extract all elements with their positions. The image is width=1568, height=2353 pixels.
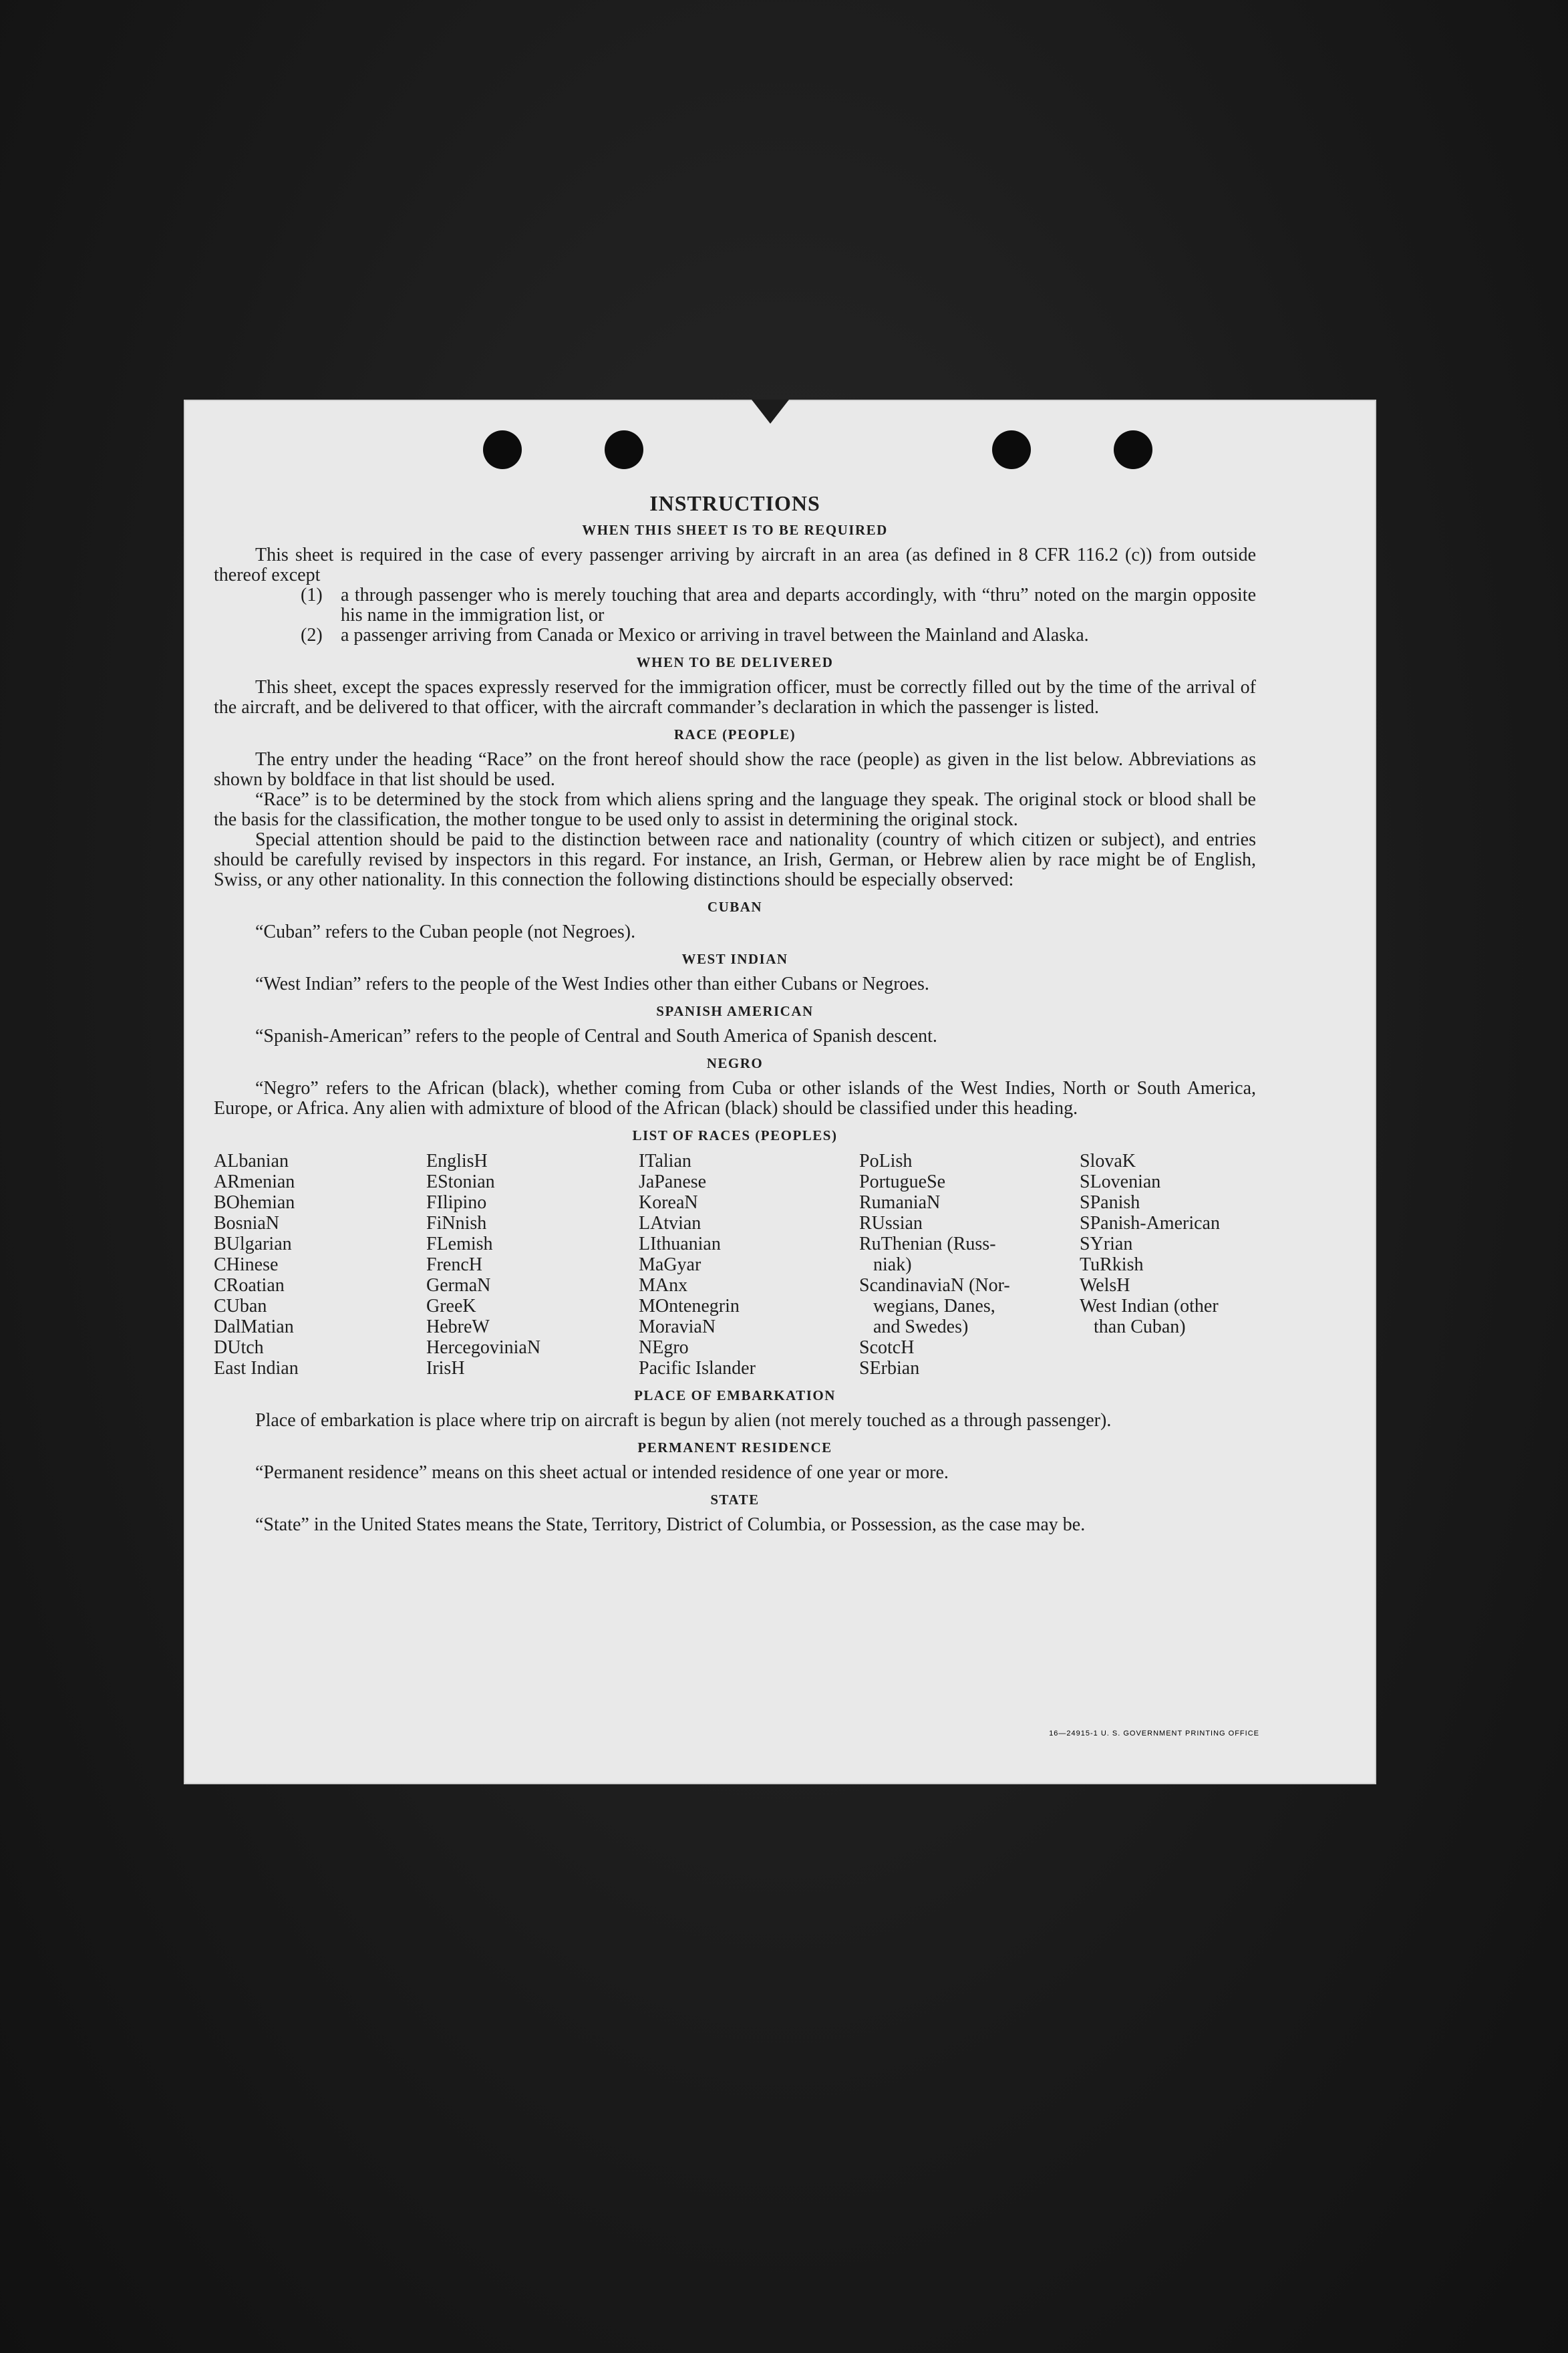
race-entry: TuRkish — [1080, 1254, 1144, 1275]
paragraph: “Negro” refers to the African (black), whether coming from Cuba or other islands of the West Indies, North or South America, Europe, or Africa. Any alien with admixture of blood of the African (black) should be classified under this heading. — [214, 1078, 1256, 1119]
race-entry: CRoatian — [214, 1275, 285, 1296]
race-entry: DUtch — [214, 1337, 264, 1358]
race-entry: FrencH — [426, 1254, 482, 1275]
paragraph: “Cuban” refers to the Cuban people (not Negroes). — [255, 922, 636, 942]
section-heading: STATE — [710, 1492, 760, 1508]
section-heading: WHEN TO BE DELIVERED — [636, 654, 834, 670]
exception-item — [301, 626, 1256, 646]
section-heading: NEGRO — [706, 1055, 764, 1071]
race-entry: SLovenian — [1080, 1171, 1161, 1192]
section-heading: SPANISH AMERICAN — [656, 1003, 814, 1019]
item-number: (2) — [301, 625, 323, 646]
race-entry: wegians, Danes, — [859, 1296, 995, 1317]
item-number: (1) — [301, 585, 323, 605]
race-entry: East Indian — [214, 1358, 299, 1379]
punch-hole — [992, 430, 1031, 469]
paragraph: “State” in the United States means the State, Territory, District of Columbia, or Possession, as the case may be. — [255, 1514, 1086, 1535]
race-entry: PoLish — [859, 1151, 913, 1171]
section-heading: RACE (PEOPLE) — [673, 726, 796, 742]
race-entry: ARmenian — [214, 1171, 295, 1192]
race-entry: HercegoviniaN — [426, 1337, 541, 1358]
race-entry: SPanish — [1080, 1192, 1140, 1213]
race-entry: KoreaN — [639, 1192, 698, 1213]
race-entry: CHinese — [214, 1254, 279, 1275]
paragraph: This sheet is required in the case of every passenger arriving by aircraft in an area (as defined in 8 CFR 116.2 (c)) from outside thereof except — [214, 545, 1256, 585]
races-column — [1080, 1151, 1256, 1379]
punch-hole — [605, 430, 643, 469]
race-entry: than Cuban) — [1080, 1317, 1186, 1337]
race-entry: ALbanian — [214, 1151, 289, 1171]
paragraph: Special attention should be paid to the distinction between race and nationality (country of which citizen or subject), and entries should be carefully revised by inspectors in this regard. For instance, an Irish, German, or Hebrew alien by race might be of English, Swiss, or any other nationality. In this connection the following distinctions should be especially observed: — [214, 829, 1256, 890]
races-column — [426, 1151, 639, 1379]
paragraph: This sheet, except the spaces expressly reserved for the immigration officer, must be correctly filled out by the time of the arrival of the aircraft, and be delivered to that officer, with the aircraft commander’s declaration in which the passenger is listed. — [214, 677, 1256, 718]
section-heading: WHEN THIS SHEET IS TO BE REQUIRED — [582, 522, 888, 538]
race-entry: RumaniaN — [859, 1192, 941, 1213]
races-column — [859, 1151, 1080, 1379]
instruction-sheet — [184, 400, 1376, 1784]
race-entry: DalMatian — [214, 1317, 294, 1337]
paragraph: Place of embarkation is place where trip on aircraft is begun by alien (not merely touched as a through passenger). — [255, 1410, 1112, 1431]
race-entry: MoraviaN — [639, 1317, 716, 1337]
item-text: a through passenger who is merely touching that area and departs accordingly, with “thru” noted on the margin opposite his name in the immigration list, or — [341, 585, 1256, 626]
race-entry: West Indian (other — [1080, 1296, 1219, 1317]
race-entry: ScandinaviaN (Nor- — [859, 1275, 1010, 1296]
race-entry: and Swedes) — [859, 1317, 969, 1337]
race-entry: CUban — [214, 1296, 267, 1317]
race-entry: SlovaK — [1080, 1151, 1136, 1171]
punch-hole — [1114, 430, 1152, 469]
race-entry: PortugueSe — [859, 1171, 946, 1192]
races-list — [214, 1151, 1256, 1379]
page-title: INSTRUCTIONS — [649, 491, 820, 515]
race-entry: MOntenegrin — [639, 1296, 740, 1317]
race-entry: ScotcH — [859, 1337, 915, 1358]
race-entry: EnglisH — [426, 1151, 488, 1171]
section-heading: PLACE OF EMBARKATION — [634, 1387, 836, 1403]
race-entry: GermaN — [426, 1275, 491, 1296]
race-entry: NEgro — [639, 1337, 689, 1358]
race-entry: WelsH — [1080, 1275, 1130, 1296]
race-entry: SErbian — [859, 1358, 920, 1379]
punch-hole — [483, 430, 522, 469]
paragraph: The entry under the heading “Race” on the front hereof should show the race (people) as given in the list below. Abbreviations as shown by boldface in that list should be used. — [214, 749, 1256, 790]
race-entry: Pacific Islander — [639, 1358, 756, 1379]
race-entry: MaGyar — [639, 1254, 701, 1275]
races-column — [214, 1151, 426, 1379]
paragraph: “Race” is to be determined by the stock from which aliens spring and the language they speak. The original stock or blood shall be the basis for the classification, the mother tongue to be used only to assist in determining the original stock. — [214, 789, 1256, 830]
race-entry: LIthuanian — [639, 1234, 721, 1254]
races-heading: LIST OF RACES (PEOPLES) — [632, 1127, 838, 1143]
race-entry: FiNnish — [426, 1213, 487, 1234]
race-entry: LAtvian — [639, 1213, 701, 1234]
exception-item — [301, 585, 1256, 626]
race-entry: IrisH — [426, 1358, 465, 1379]
races-column — [639, 1151, 859, 1379]
item-text: a passenger arriving from Canada or Mexico or arriving in travel between the Mainland and Alaska. — [341, 625, 1089, 646]
race-entry: HebreW — [426, 1317, 490, 1337]
top-notch — [752, 400, 789, 424]
race-entry: BosniaN — [214, 1213, 279, 1234]
race-entry: BOhemian — [214, 1192, 295, 1213]
paragraph: “Permanent residence” means on this sheet actual or intended residence of one year or more. — [255, 1462, 949, 1483]
sheet-content — [214, 493, 1256, 1535]
race-entry: RUssian — [859, 1213, 923, 1234]
race-entry: FLemish — [426, 1234, 493, 1254]
paragraph: “Spanish-American” refers to the people of Central and South America of Spanish descent. — [255, 1026, 937, 1047]
race-entry: EStonian — [426, 1171, 495, 1192]
section-heading: PERMANENT RESIDENCE — [637, 1439, 832, 1456]
race-entry: niak) — [859, 1254, 912, 1275]
race-entry: MAnx — [639, 1275, 688, 1296]
race-entry: ITalian — [639, 1151, 691, 1171]
print-code: 16—24915-1 U. S. GOVERNMENT PRINTING OFFICE — [1049, 1729, 1259, 1738]
race-entry: RuThenian (Russ- — [859, 1234, 996, 1254]
race-entry: FIlipino — [426, 1192, 487, 1213]
race-entry: SPanish-American — [1080, 1213, 1220, 1234]
section-heading: CUBAN — [707, 899, 763, 915]
race-entry: JaPanese — [639, 1171, 707, 1192]
race-entry: GreeK — [426, 1296, 476, 1317]
race-entry: BUlgarian — [214, 1234, 292, 1254]
race-entry: SYrian — [1080, 1234, 1133, 1254]
section-heading: WEST INDIAN — [681, 951, 788, 967]
paragraph: “West Indian” refers to the people of the West Indies other than either Cubans or Negroes. — [255, 974, 929, 994]
